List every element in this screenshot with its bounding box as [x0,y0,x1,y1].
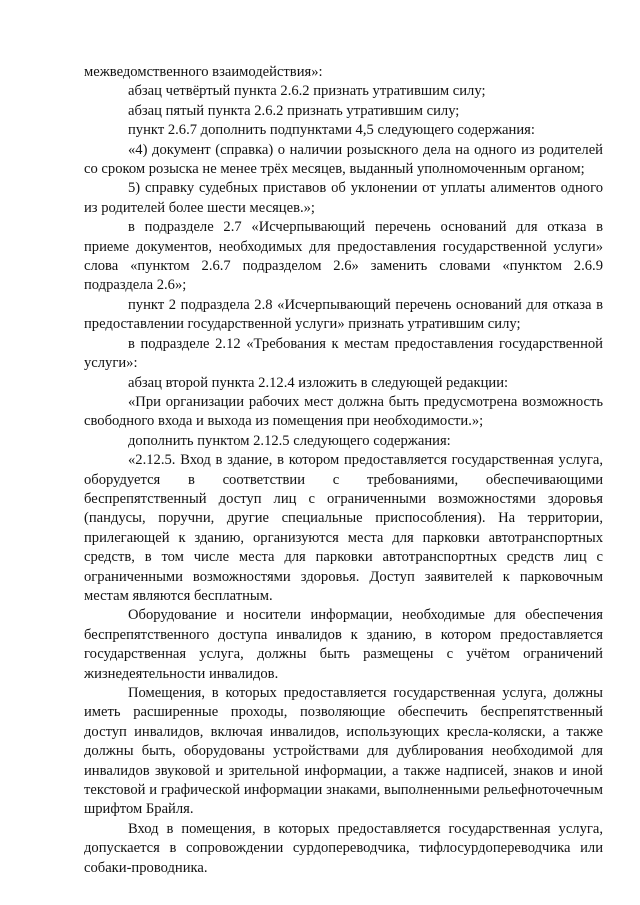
paragraph-continuation: межведомственного взаимодействия»: [84,64,323,80]
paragraph-item-2-12-4-text: «При организации рабочих мест должна быть предусмотрена возможность свободного входа и выхода из помещения при необходимости.»; [84,393,603,430]
paragraph-subsection-2-7: в подразделе 2.7 «Исчерпывающий перечень оснований для отказа в приеме документов, необходимых для предоставления государственной услуги» слова «пунктом 2.6.7 подразделом 2.6» заменить словами «пунктом 2.6.9 подраздела 2.6»; [84,219,603,294]
paragraph-subitem-5: 5) справку судебных приставов об уклонении от уплаты алиментов одного из родителей более шести месяцев.»; [84,180,603,216]
paragraph-subsection-2-12: в подразделе 2.12 «Требования к местам предоставления государственной услуги»: [84,335,603,372]
paragraph-subitem-4: «4) документ (справка) о наличии розыскного дела на одного из родителей со сроком розыска не менее трёх месяцев, выданный уполномоченным органом; [84,141,603,178]
paragraph-subsection-2-8: пункт 2 подраздела 2.8 «Исчерпывающий перечень оснований для отказа в предоставлении государственной услуги» признать утратившим силу; [84,296,603,333]
paragraph-item-2-12-5-text: «2.12.5. Вход в здание, в котором предоставляется государственная услуга, оборудуется в соответствии с требованиями, обеспечивающими беспрепятственный доступ лиц с ограниченными возможностями здоровья (пандусы, поручни, другие специальные приспособления). На территории, прилегающей к зданию, организуются места для парковки автотранспортных средств, в том числе места для парковки автотранспортных средств лиц с ограниченными возможностями здоровья. Доступ заявителей к парковочным местам являются бесплатным. [84,452,603,604]
paragraph-amend-2-6-7: пункт 2.6.7 дополнить подпунктами 4,5 следующего содержания: [128,122,535,139]
paragraph-amend-2-6-2-para4: абзац четвёртый пункта 2.6.2 признать утратившим силу; [128,83,486,100]
paragraph-premises: Помещения, в которых предоставляется государственная услуга, должны иметь расширенные проходы, позволяющие обеспечить беспрепятственный доступ инвалидов, включая инвалидов, использующих кресла-коляски, а также должны быть, оборудованы устройствами для дублирования необходимой для инвалидов звуковой и зрительной информации, а также надписей, знаков и иной текстовой и графической информации знаками, выполненными рельефноточечным шрифтом Брайля. [84,685,603,818]
paragraph-entrance: Вход в помещения, в которых предоставляется государственная услуга, допускается в сопровождении сурдопереводчика, тифлосурдопереводчика или собаки-проводника. [84,820,603,876]
paragraph-equipment: Оборудование и носители информации, необходимые для обеспечения беспрепятственного доступа инвалидов к зданию, в котором предоставляется государственная услуга, должны быть размещены с учётом ограничений жизнедеятельности инвалидов. [84,607,603,682]
paragraph-item-2-12-4: абзац второй пункта 2.12.4 изложить в следующей редакции: [128,374,509,391]
document-page [84,63,603,878]
paragraph-amend-2-6-2-para5: абзац пятый пункта 2.6.2 признать утратившим силу; [128,102,460,119]
paragraph-add-2-12-5: дополнить пунктом 2.12.5 следующего содержания: [128,432,451,449]
